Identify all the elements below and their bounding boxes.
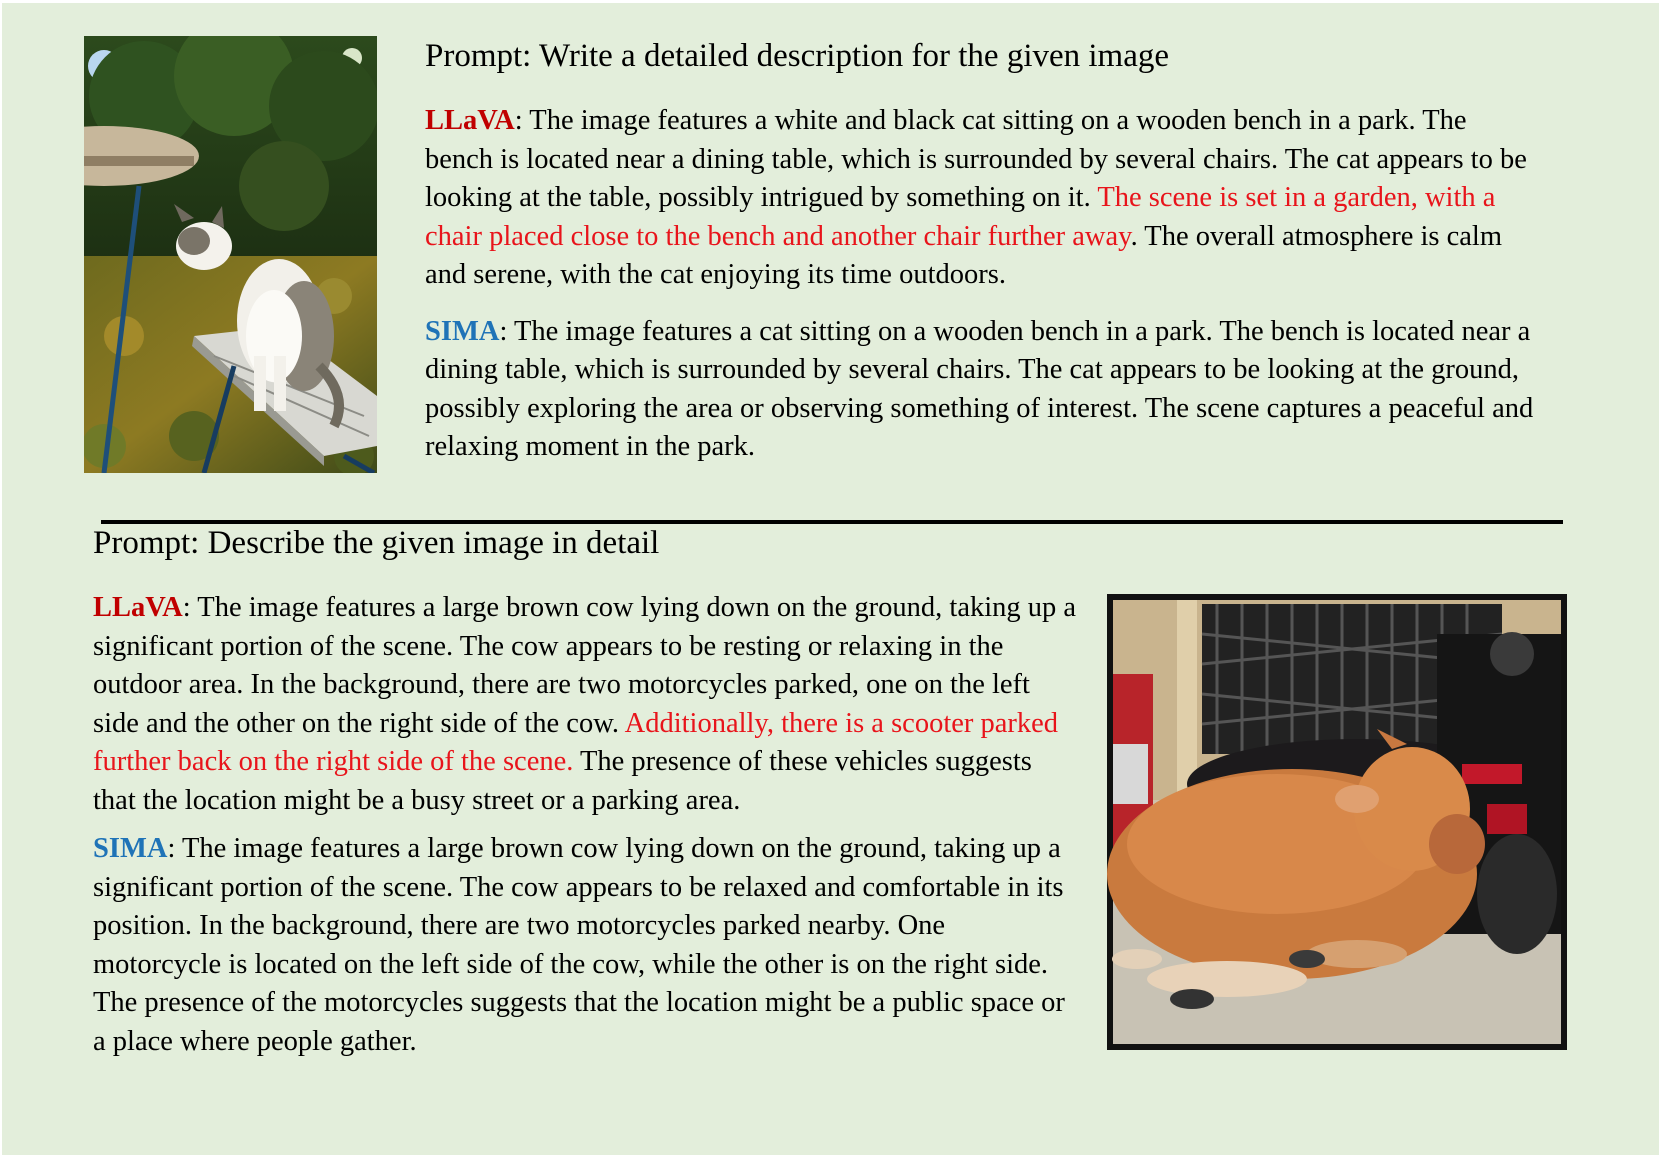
sima-label: SIMA xyxy=(93,833,168,864)
top-llava-response xyxy=(425,102,1535,295)
hallucination-text: Additionally, there is a scooter parked further back on the right side of the scene. xyxy=(93,707,1059,777)
cow-photo xyxy=(1107,594,1567,1050)
response-text: : The image features a large brown cow lying down on the ground, taking up a significant portion of the scene. The cow appears to be relaxed and comfortable in its position. In the background, there are two motorcycles parked nearby. One motorcycle is located on the left side of the cow, while the other is on the right side. The presence of the motorcycles suggests that the location might be a public space or a place where people gather. xyxy=(93,833,1065,1057)
bottom-example-text xyxy=(93,523,1093,1061)
response-text: . The overall atmosphere is calm and serene, with the cat enjoying its time outdoors. xyxy=(425,220,1502,290)
bottom-sima-response xyxy=(93,830,1078,1061)
response-text: : The image features a large brown cow lying down on the ground, taking up a significant portion of the scene. The cow appears to be resting or relaxing in the outdoor area. In the background, there are two motorcycles parked, one on the left side and the other on the right side of the cow. xyxy=(93,592,1077,739)
bottom-prompt: Prompt: Describe the given image in detail xyxy=(93,525,660,561)
response-text: The presence of these vehicles suggests that the location might be a busy street or a parking area. xyxy=(93,746,1032,816)
llava-label: LLaVA xyxy=(425,105,515,136)
figure-panel xyxy=(2,3,1659,1155)
response-text: : The image features a cat sitting on a wooden bench in a park. The bench is located near a dining table, which is surrounded by several chairs. The cat appears to be looking at the ground, possibly exploring the area or observing something of interest. The scene captures a peaceful and relaxing moment in the park. xyxy=(425,315,1534,462)
cat-photo xyxy=(84,36,377,473)
sima-label: SIMA xyxy=(425,315,500,347)
llava-label: LLaVA xyxy=(93,592,183,623)
response-text: : The image features a white and black cat sitting on a wooden bench in a park. The bench is located near a dining table, which is surrounded by several chairs. The cat appears to be looking at the table, possibly intrigued by something on it. xyxy=(425,105,1527,213)
top-prompt: Prompt: Write a detailed description for the given image xyxy=(425,38,1170,74)
bottom-llava-response xyxy=(93,589,1078,820)
hallucination-text: The scene is set in a garden, with a chair placed close to the bench and another chair further away xyxy=(425,182,1496,252)
top-sima-response xyxy=(425,313,1535,467)
top-example-text xyxy=(425,36,1535,467)
